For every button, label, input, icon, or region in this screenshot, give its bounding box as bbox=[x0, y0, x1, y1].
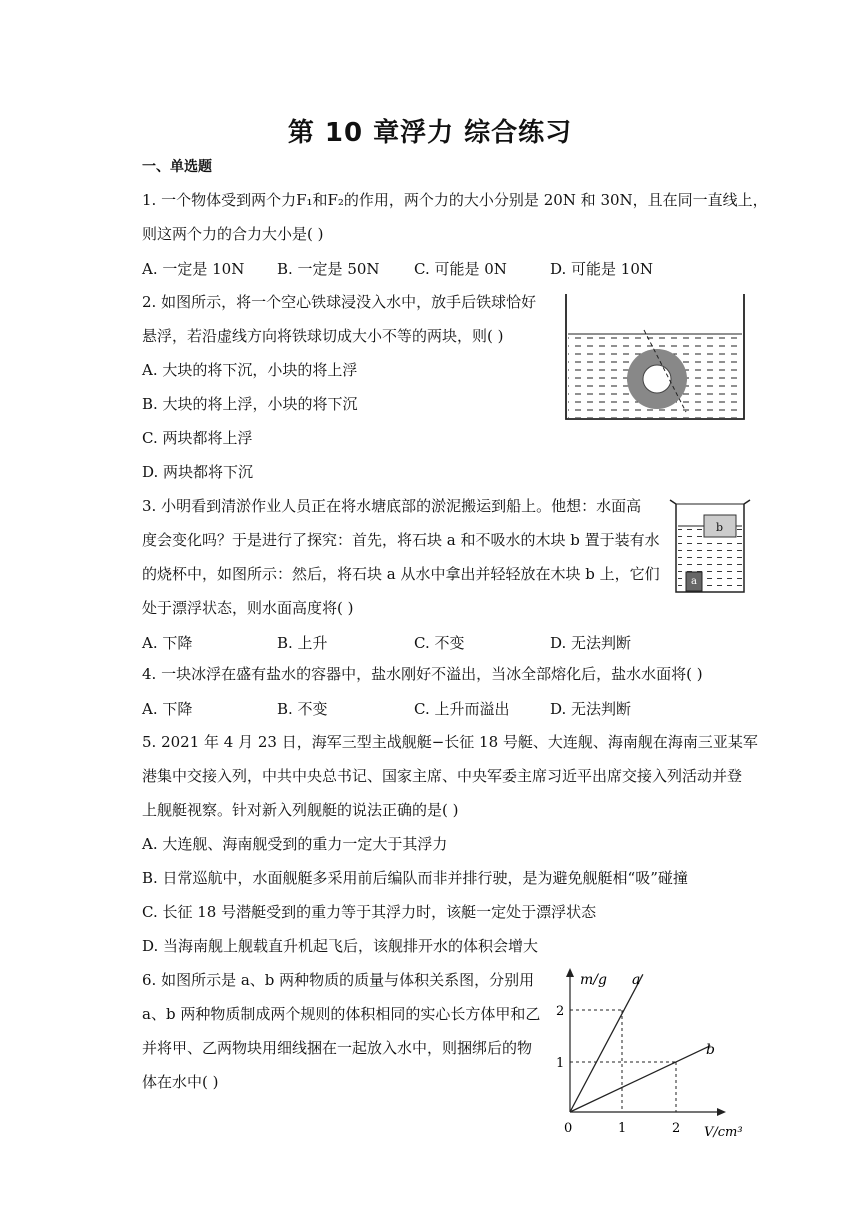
q5-option-c: C. 长征 18 号潜艇受到的重力等于其浮力时，该艇一定处于漂浮状态 bbox=[142, 903, 597, 921]
x-tick-0: 0 bbox=[564, 1121, 573, 1136]
y-axis-label: m/g bbox=[580, 972, 607, 988]
q6-line2: a、b 两种物质制成两个规则的体积相同的实心长方体甲和乙 bbox=[142, 1005, 541, 1023]
series-b-label: b bbox=[706, 1042, 715, 1058]
page-title: 第 10 章浮力 综合练习 bbox=[287, 118, 573, 148]
q5-line2: 港集中交接入列，中共中央总书记、国家主席、中央军委主席习近平出席交接入列活动并登 bbox=[142, 767, 743, 785]
y-axis-arrow-icon bbox=[566, 968, 574, 977]
y-tick-1: 1 bbox=[556, 1056, 565, 1071]
q4-option-b: B. 不变 bbox=[277, 700, 328, 718]
q1-line2: 则这两个力的合力大小是( ) bbox=[142, 225, 324, 243]
q5-line3: 上舰艇视察。针对新入列舰艇的说法正确的是( ) bbox=[142, 801, 459, 819]
q3-line4: 处于漂浮状态，则水面高度将( ) bbox=[142, 599, 354, 617]
q2-line2: 悬浮，若沿虚线方向将铁球切成大小不等的两块，则( ) bbox=[142, 327, 504, 345]
q3-option-a: A. 下降 bbox=[142, 634, 193, 652]
x-axis-arrow-icon bbox=[717, 1108, 726, 1116]
q4-option-d: D. 无法判断 bbox=[550, 700, 632, 718]
q6-line1: 6. 如图所示是 a、b 两种物质的质量与体积关系图，分别用 bbox=[142, 971, 535, 989]
q3-option-c: C. 不变 bbox=[414, 634, 465, 652]
x-tick-2: 2 bbox=[672, 1121, 681, 1136]
q3-line3: 的烧杯中，如图所示：然后，将石块 a 从水中拿出并轻轻放在木块 b 上，它们 bbox=[142, 565, 660, 583]
series-a-label: a bbox=[632, 972, 641, 988]
q5-line1: 5. 2021 年 4 月 23 日，海军三型主战舰艇−长征 18 号艇、大连舰、海南舰在海南三亚某军 bbox=[142, 733, 758, 751]
q6-line4: 体在水中( ) bbox=[142, 1073, 219, 1091]
q3-line1: 3. 小明看到清淤作业人员正在将水塘底部的淤泥搬运到船上。他想：水面高 bbox=[142, 497, 642, 515]
series-b-line bbox=[570, 1046, 710, 1112]
q1-line1: 1. 一个物体受到两个力F₁和F₂的作用，两个力的大小分别是 20N 和 30N，且在同一直线上， bbox=[142, 191, 768, 209]
q4-option-c: C. 上升而溢出 bbox=[414, 700, 510, 718]
q6-mass-volume-graph bbox=[546, 962, 756, 1142]
q1-option-a: A. 一定是 10N bbox=[142, 260, 245, 278]
x-tick-1: 1 bbox=[618, 1121, 627, 1136]
q2-line1: 2. 如图所示，将一个空心铁球浸没入水中，放手后铁球恰好 bbox=[142, 293, 537, 311]
section-heading: 一、单选题 bbox=[142, 159, 212, 175]
q3-option-d: D. 无法判断 bbox=[550, 634, 632, 652]
q3-figure-beaker bbox=[666, 498, 752, 596]
q5-option-a: A. 大连舰、海南舰受到的重力一定大于其浮力 bbox=[142, 835, 448, 853]
q1-option-c: C. 可能是 0N bbox=[414, 260, 507, 278]
q4-option-a: A. 下降 bbox=[142, 700, 193, 718]
q6-line3: 并将甲、乙两物块用细线捆在一起放入水中，则捆绑后的物 bbox=[142, 1039, 533, 1057]
block-b-label: b bbox=[716, 521, 724, 534]
q3-option-b: B. 上升 bbox=[277, 634, 328, 652]
stone-a-label: a bbox=[691, 576, 697, 587]
q2-option-c: C. 两块都将上浮 bbox=[142, 429, 253, 447]
x-axis-label: V/cm³ bbox=[704, 1125, 743, 1140]
q2-option-b: B. 大块的将上浮，小块的将下沉 bbox=[142, 395, 358, 413]
series-a-line bbox=[570, 974, 643, 1112]
q1-option-d: D. 可能是 10N bbox=[550, 260, 654, 278]
q5-option-b: B. 日常巡航中，水面舰艇多采用前后编队而非并排行驶，是为避免舰艇相“吸”碰撞 bbox=[142, 869, 688, 887]
q1-option-b: B. 一定是 50N bbox=[277, 260, 380, 278]
y-tick-2: 2 bbox=[556, 1004, 565, 1019]
q4-line1: 4. 一块冰浮在盛有盐水的容器中，盐水刚好不溢出，当冰全部熔化后，盐水水面将( ) bbox=[142, 665, 703, 683]
q2-option-d: D. 两块都将下沉 bbox=[142, 463, 254, 481]
q2-figure-hollow-iron-ball bbox=[562, 294, 748, 422]
q3-line2: 度会变化吗？于是进行了探究：首先，将石块 a 和不吸水的木块 b 置于装有水 bbox=[142, 531, 660, 549]
q5-option-d: D. 当海南舰上舰载直升机起飞后，该舰排开水的体积会增大 bbox=[142, 937, 539, 955]
q2-option-a: A. 大块的将下沉，小块的将上浮 bbox=[142, 361, 358, 379]
